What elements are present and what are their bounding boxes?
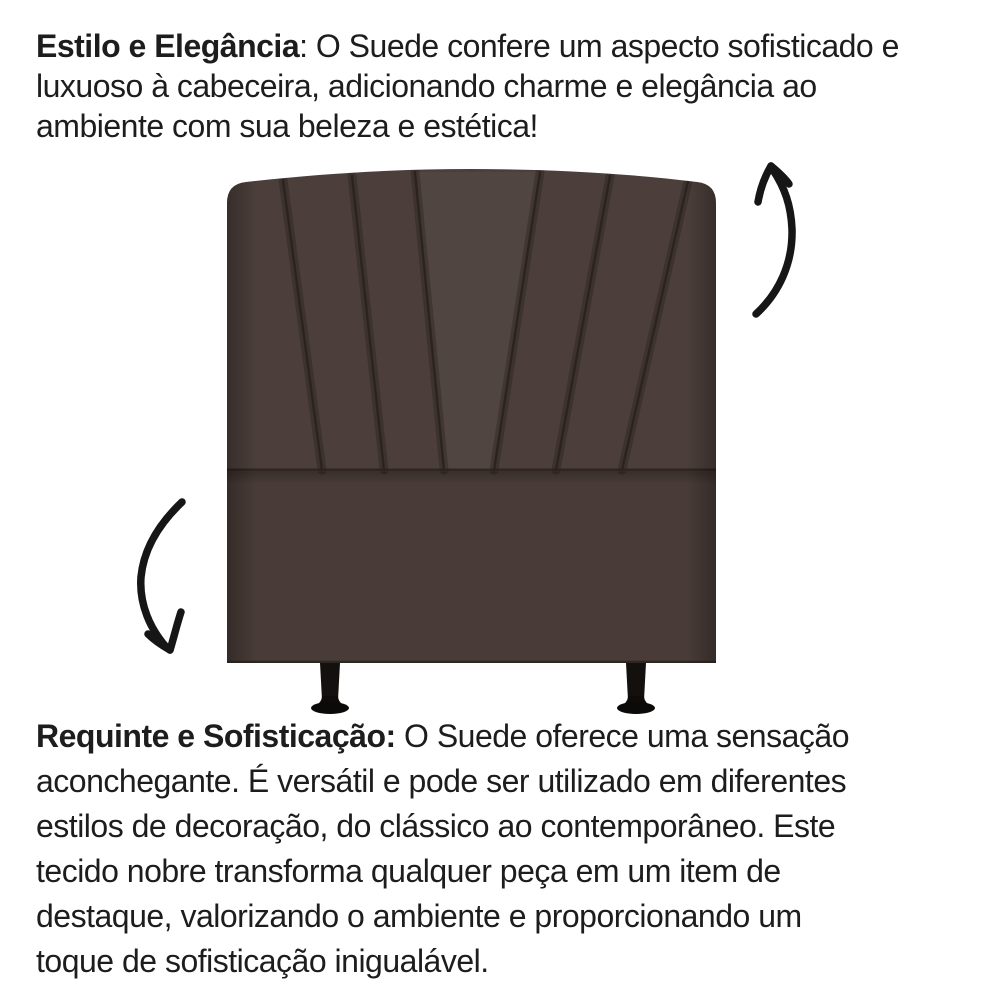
headboard-leg-left [311, 663, 349, 714]
closing-line-1-rest: O Suede oferece uma sensação [395, 718, 849, 754]
closing-line-1 [36, 714, 849, 759]
curved-arrow-down-icon [141, 502, 182, 650]
closing-line-6: toque de sofisticação inigualável. [36, 943, 489, 979]
intro-line-3: ambiente com sua beleza e estética! [36, 108, 538, 144]
closing-paragraph [36, 714, 849, 984]
closing-line-2: aconchegante. É versátil e pode ser utilizado em diferentes [36, 763, 847, 799]
closing-lead: Requinte e Sofisticação: [36, 718, 396, 754]
closing-line-5: destaque, valorizando o ambiente e proporcionando um [36, 898, 802, 934]
intro-line-2: luxuoso à cabeceira, adicionando charme e elegância ao [36, 68, 817, 104]
intro-lead: Estilo e Elegância [36, 28, 300, 64]
intro-line-1 [36, 26, 899, 66]
seam-shadow [227, 472, 716, 484]
curved-arrow-up-icon [756, 166, 792, 314]
right-edge-shade [686, 169, 716, 663]
closing-line-3: estilos de decoração, do clássico ao contemporâneo. Este [36, 808, 836, 844]
headboard-lower-panel [227, 470, 716, 663]
intro-paragraph [36, 26, 899, 146]
left-edge-shade [227, 169, 257, 663]
headboard-image [227, 169, 716, 714]
intro-line-1-rest: : O Suede confere um aspecto sofisticado e [299, 28, 899, 64]
closing-line-4: tecido nobre transforma qualquer peça em um item de [36, 853, 781, 889]
headboard-leg-right [617, 663, 655, 714]
